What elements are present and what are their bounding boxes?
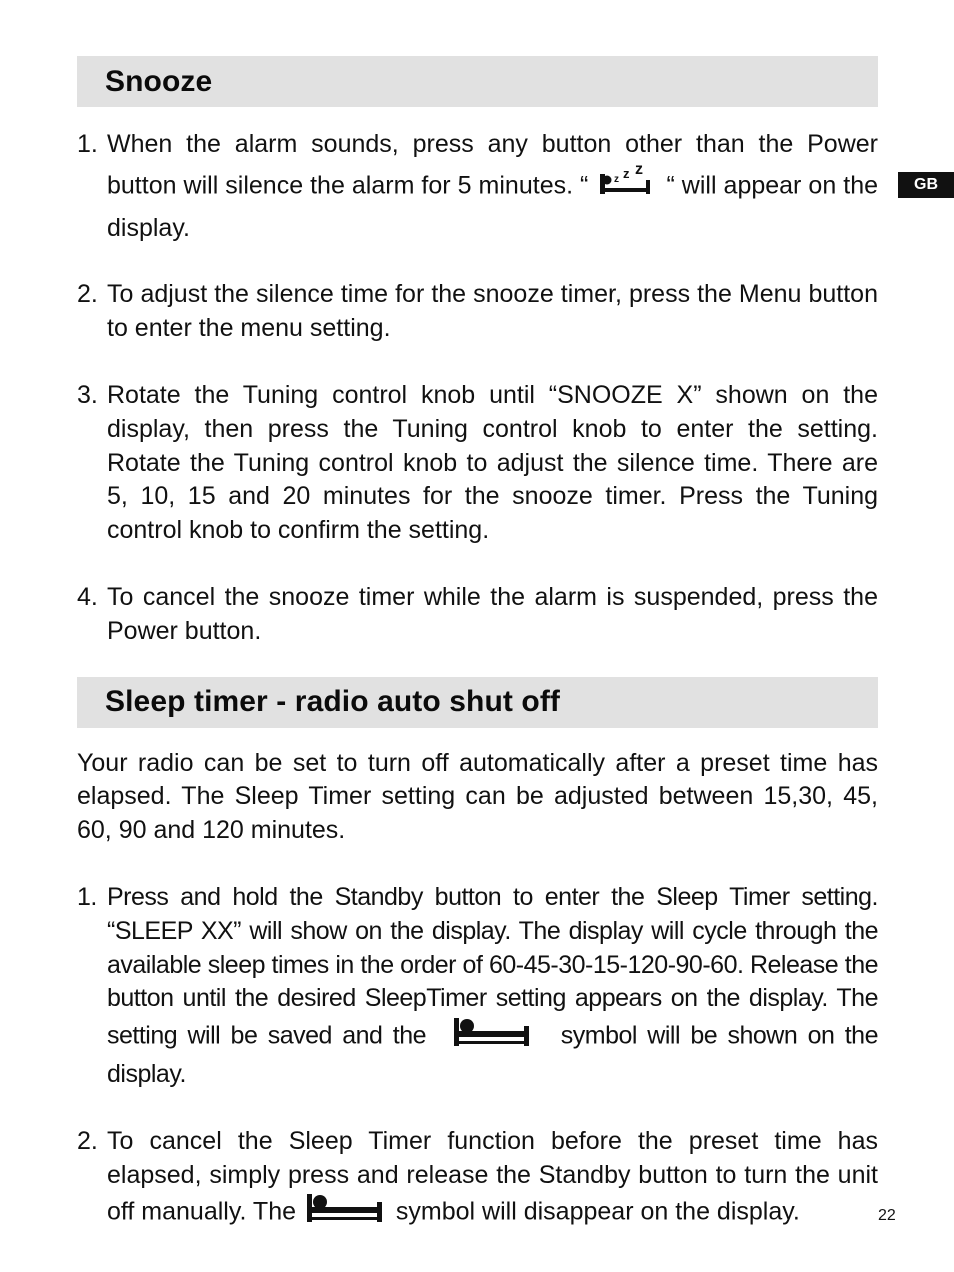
step-number: 4. [77,582,98,611]
step-number: 2. [77,1126,98,1155]
sleep-timer-intro: Your radio can be set to turn off automatically after a preset time has elapsed. The Sleep Timer setting can be adjusted between 15,30, 45, 60, 90 and 120 minutes. [77,748,878,845]
step-text-continued: symbol will disappear on the display. [395,1197,800,1226]
step-text-continued: symbol will be shown on the display. [107,1021,878,1088]
snooze-step-2 [77,278,878,346]
step-text: Rotate the Tuning control knob until “SNOOZE X” shown on the display, then press the Tuning control knob to enter the setting. Rotate the Tuning control knob to adjust the silence time. There are 5, 10, 15 and 20 minutes for the snooze timer. Press the Tuning control knob to confirm the setting. [107,380,878,545]
snooze-step-1 [77,128,878,245]
page-number: 22 [878,1207,896,1224]
step-text: When the alarm sounds, press any button other than the Power button will silence the alarm for 5 minutes. “ [107,130,878,200]
sleep-timer-step-1 [77,881,878,1092]
snooze-step-3 [77,379,878,548]
language-tab-label: GB [914,176,938,193]
step-text-continued: “ will appear on the display. [107,171,878,242]
snooze-section-header [77,56,878,107]
svg-text:z: z [635,161,644,178]
step-number: 1. [77,130,98,158]
step-text: To adjust the silence time for the snooze timer, press the Menu button to enter the menu setting. [107,280,878,343]
sleep-timer-section-header [77,677,878,728]
step-number: 1. [77,882,97,911]
snooze-zzz-icon [597,162,655,212]
manual-page [77,56,878,1234]
step-number: 2. [77,280,98,309]
sleep-timer-title: Sleep timer - radio auto shut off [105,685,560,719]
step-number: 3. [77,380,98,409]
sleep-bed-icon [454,1016,532,1058]
snooze-step-4 [77,581,878,649]
step-text: Press and hold the Standby button to enter the Sleep Timer setting. “SLEEP XX” will show on the display. The display will cycle through the available sleep times in the order of 60-45-30-15-120-90-60. Release the button until the desired SleepTimer setting appears on the display. The setting will be saved and the [107,882,878,1050]
svg-text:z: z [623,165,630,181]
step-text: To cancel the snooze timer while the alarm is suspended, press the Power button. [107,582,878,645]
language-tab [898,172,954,198]
sleep-bed-icon [307,1192,385,1234]
sleep-timer-steps [77,881,878,1234]
step-text: To cancel the Sleep Timer function before the preset time has elapsed, simply press and release the Standby button to turn the unit off manually. The [107,1126,878,1226]
snooze-steps [77,128,878,649]
svg-text:z: z [614,173,620,185]
snooze-title: Snooze [105,64,213,98]
sleep-timer-step-2 [77,1125,878,1234]
